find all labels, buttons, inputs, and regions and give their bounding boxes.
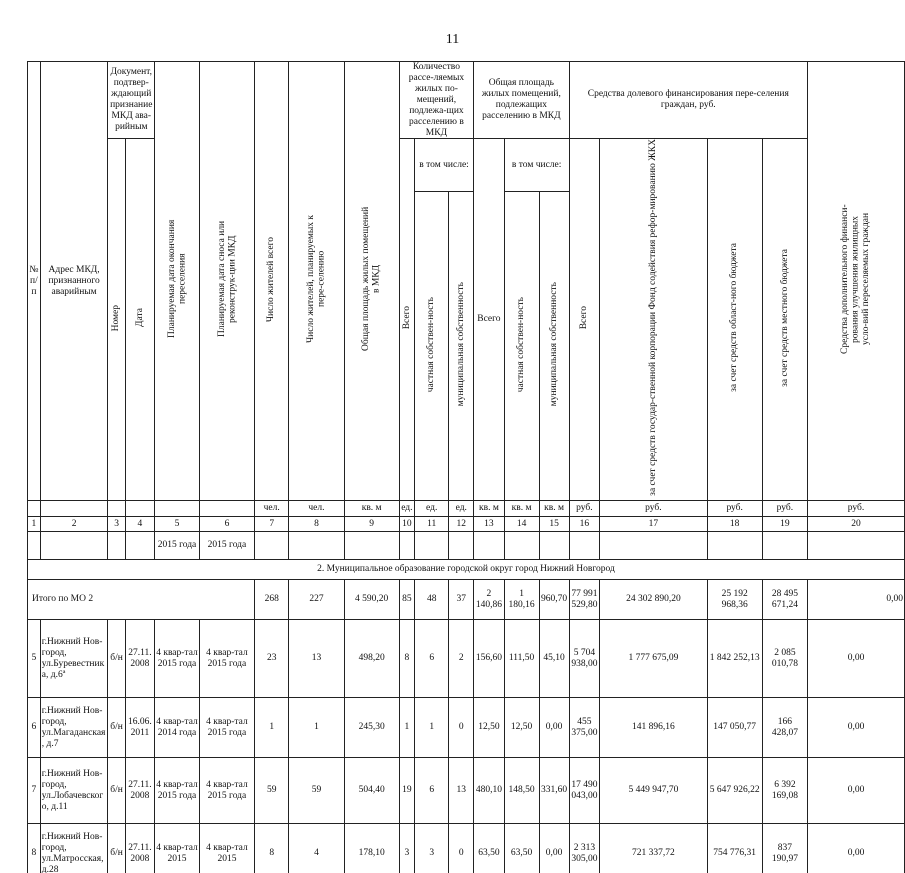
row-doc-date: 27.11. 2008 [125, 620, 154, 698]
total-value-cell: 1 180,16 [504, 580, 539, 620]
header-area-including: в том числе: [504, 139, 569, 192]
column-number-cell: 9 [344, 517, 399, 532]
row-value-cell: 721 337,72 [600, 824, 707, 873]
header-planned-end: Планируемая дата окончания переселения [166, 219, 187, 339]
row-value-cell: 59 [255, 758, 289, 824]
row-value-cell: 166 428,07 [762, 698, 807, 758]
row-value-cell: 0,00 [539, 824, 569, 873]
row-value-cell: 3 [414, 824, 448, 873]
column-number-cell: 7 [255, 517, 289, 532]
row-value-cell: 837 190,97 [762, 824, 807, 873]
column-number-cell: 18 [707, 517, 762, 532]
row-value-cell: 504,40 [344, 758, 399, 824]
table-row [28, 824, 905, 873]
column-number-cell: 1 [28, 517, 41, 532]
header-doc-date: Дата [134, 308, 145, 328]
row-address: г.Нижний Нов-город, ул.Матросская, д.28 [40, 824, 108, 873]
row-value-cell: 59 [289, 758, 344, 824]
row-value-cell: 2 085 010,78 [762, 620, 807, 698]
row-value-cell: 8 [255, 824, 289, 873]
row-value-cell: 12,50 [504, 698, 539, 758]
column-number-cell: 11 [414, 517, 448, 532]
row-doc-number: б/н [108, 698, 125, 758]
row-doc-date: 16.06. 2011 [125, 698, 154, 758]
header-planned-demolition: Планируемая дата сноса или реконструк-ции МКД [216, 221, 237, 338]
unit-cell: ед. [449, 501, 474, 517]
row-value-cell: 0,00 [808, 620, 905, 698]
header-num: № п/п [28, 62, 41, 501]
row-value-cell: 498,20 [344, 620, 399, 698]
row-value-cell: 111,50 [504, 620, 539, 698]
total-row [28, 580, 905, 620]
total-value-cell: 2 140,86 [474, 580, 505, 620]
row-value-cell: 0,00 [808, 824, 905, 873]
column-number-cell: 13 [474, 517, 505, 532]
unit-cell: руб. [600, 501, 707, 517]
section-title: 2. Муниципальное образование городской округ город Нижний Новгород [28, 560, 905, 580]
row-value-cell: 147 050,77 [707, 698, 762, 758]
row-value-cell: 1 [399, 698, 414, 758]
total-value-cell: 227 [289, 580, 344, 620]
total-value-cell: 25 192 968,36 [707, 580, 762, 620]
header-residents-planned: Число жителей, планируемых к пере-селению [306, 215, 327, 344]
row-address: г.Нижний Нов-город, ул.Лобачевског о, д.11 [40, 758, 108, 824]
row-value-cell: 245,30 [344, 698, 399, 758]
carry-over-row [28, 532, 905, 560]
row-value-cell: 1 842 252,13 [707, 620, 762, 698]
header-area-municipal: муниципальная собственность [548, 282, 559, 407]
row-doc-number: б/н [108, 824, 125, 873]
row-planned-demolition: 4 квар-тал 2015 [199, 824, 254, 873]
row-value-cell: 63,50 [504, 824, 539, 873]
units-row [28, 501, 905, 517]
unit-cell: руб. [707, 501, 762, 517]
row-value-cell: 1 [289, 698, 344, 758]
row-planned-demolition: 4 квар-тал 2015 года [199, 698, 254, 758]
row-planned-demolition: 4 квар-тал 2015 года [199, 620, 254, 698]
row-value-cell: 0,00 [539, 698, 569, 758]
row-planned-end: 4 квар-тал 2014 года [155, 698, 200, 758]
unit-cell: ед. [414, 501, 448, 517]
row-planned-demolition: 4 квар-тал 2015 года [199, 758, 254, 824]
carry-planned-end: 2015 года [155, 532, 200, 560]
row-value-cell: 0 [449, 698, 474, 758]
row-number: 6 [28, 698, 41, 758]
total-value-cell: 268 [255, 580, 289, 620]
row-value-cell: 1 777 675,09 [600, 620, 707, 698]
table-row [28, 758, 905, 824]
row-doc-number: б/н [108, 758, 125, 824]
total-value-cell: 37 [449, 580, 474, 620]
header-residents-total: Число жителей всего [266, 236, 277, 322]
column-number-cell: 12 [449, 517, 474, 532]
total-value-cell: 960,70 [539, 580, 569, 620]
unit-cell: кв. м [344, 501, 399, 517]
column-number-cell: 15 [539, 517, 569, 532]
column-numbers-row [28, 517, 905, 532]
row-value-cell: 6 392 169,08 [762, 758, 807, 824]
row-value-cell: 1 [414, 698, 448, 758]
header-fund-regional: за счет средств област-ного бюджета [729, 243, 740, 393]
header-count-including: в том числе: [414, 139, 473, 192]
row-value-cell: 23 [255, 620, 289, 698]
header-count-private: частная собствен-ность [426, 296, 437, 392]
row-value-cell: 0,00 [808, 758, 905, 824]
row-value-cell: 178,10 [344, 824, 399, 873]
page-number: 11 [445, 32, 460, 47]
row-value-cell: 12,50 [474, 698, 505, 758]
row-value-cell: 8 [399, 620, 414, 698]
header-funds-all: Всего [579, 306, 590, 330]
header-fund-local: за счет средств местного бюджета [779, 248, 790, 387]
column-number-cell: 2 [40, 517, 108, 532]
column-number-cell: 16 [569, 517, 600, 532]
row-value-cell: 4 [289, 824, 344, 873]
header-address: Адрес МКД, признанного аварийным [40, 62, 108, 501]
row-value-cell: 455 375,00 [569, 698, 600, 758]
row-value-cell: 754 776,31 [707, 824, 762, 873]
total-value-cell: 0,00 [808, 580, 905, 620]
row-value-cell: 0,00 [808, 698, 905, 758]
carry-planned-demolition: 2015 года [199, 532, 254, 560]
row-value-cell: 5 647 926,22 [707, 758, 762, 824]
column-number-cell: 14 [504, 517, 539, 532]
row-value-cell: 156,60 [474, 620, 505, 698]
header-document: Документ, подтвер-ждающий признание МКД ава-рийным [108, 62, 155, 139]
row-value-cell: 5 704 938,00 [569, 620, 600, 698]
header-area-all: Всего [474, 139, 505, 501]
resettlement-table [27, 61, 905, 873]
row-value-cell: 480,10 [474, 758, 505, 824]
row-number: 5 [28, 620, 41, 698]
column-number-cell: 20 [808, 517, 905, 532]
total-value-cell: 4 590,20 [344, 580, 399, 620]
column-number-cell: 5 [155, 517, 200, 532]
row-value-cell: 19 [399, 758, 414, 824]
row-value-cell: 13 [289, 620, 344, 698]
total-value-cell: 77 991 529,80 [569, 580, 600, 620]
row-value-cell: 1 [255, 698, 289, 758]
header-fund-state: за счет средств государ-ственной корпорации Фонд содействия рефор-мированию ЖКХ [648, 139, 659, 497]
row-value-cell: 3 [399, 824, 414, 873]
unit-cell: руб. [808, 501, 905, 517]
column-number-cell: 6 [199, 517, 254, 532]
total-value-cell: 28 495 671,24 [762, 580, 807, 620]
row-address: г.Нижний Нов-город, ул.Магаданская , д.7 [40, 698, 108, 758]
row-value-cell: 45,10 [539, 620, 569, 698]
row-number: 7 [28, 758, 41, 824]
header-count-group: Количество рассе-ляемых жилых по-мещений, подлежа-щих расселению в МКД [399, 62, 473, 139]
row-value-cell: 2 [449, 620, 474, 698]
unit-cell: руб. [762, 501, 807, 517]
unit-cell: кв. м [474, 501, 505, 517]
column-number-cell: 3 [108, 517, 125, 532]
header-count-all: Всего [401, 306, 412, 330]
row-value-cell: 13 [449, 758, 474, 824]
column-number-cell: 19 [762, 517, 807, 532]
header-area-private: частная собствен-ность [516, 296, 527, 392]
unit-cell: чел. [255, 501, 289, 517]
row-value-cell: 141 896,16 [600, 698, 707, 758]
unit-cell: руб. [569, 501, 600, 517]
row-value-cell: 17 490 043,00 [569, 758, 600, 824]
column-number-cell: 8 [289, 517, 344, 532]
row-value-cell: 5 449 947,70 [600, 758, 707, 824]
header-doc-number: Номер [111, 304, 122, 332]
unit-cell: ед. [399, 501, 414, 517]
column-number-cell: 17 [600, 517, 707, 532]
header-area-total: Общая площадь жилых помещений в МКД [361, 207, 382, 352]
row-planned-end: 4 квар-тал 2015 [155, 824, 200, 873]
total-value-cell: 24 302 890,20 [600, 580, 707, 620]
unit-cell: чел. [289, 501, 344, 517]
header-extra-funds: Средства дополнительного финанси-рования улучшения жилищных усло-вий переселяемых граждан [840, 204, 872, 354]
row-value-cell: 63,50 [474, 824, 505, 873]
column-number-cell: 4 [125, 517, 154, 532]
row-planned-end: 4 квар-тал 2015 года [155, 758, 200, 824]
unit-cell: кв. м [504, 501, 539, 517]
header-funds-group: Средства долевого финансирования пере-селения граждан, руб. [569, 62, 807, 139]
row-value-cell: 6 [414, 758, 448, 824]
total-value-cell: 48 [414, 580, 448, 620]
table-row [28, 698, 905, 758]
row-number: 8 [28, 824, 41, 873]
unit-cell: кв. м [539, 501, 569, 517]
row-value-cell: 6 [414, 620, 448, 698]
row-planned-end: 4 квар-тал 2015 года [155, 620, 200, 698]
row-value-cell: 331,60 [539, 758, 569, 824]
row-address: г.Нижний Нов-город, ул.Буревестник а, д.6ª [40, 620, 108, 698]
header-area-group: Общая площадь жилых помещений, подлежащих расселению в МКД [474, 62, 569, 139]
row-doc-number: б/н [108, 620, 125, 698]
header-count-municipal: муниципальная собственность [456, 282, 467, 407]
table-row [28, 620, 905, 698]
row-value-cell: 148,50 [504, 758, 539, 824]
row-doc-date: 27.11. 2008 [125, 824, 154, 873]
column-number-cell: 10 [399, 517, 414, 532]
total-value-cell: 85 [399, 580, 414, 620]
row-value-cell: 2 313 305,00 [569, 824, 600, 873]
row-doc-date: 27.11. 2008 [125, 758, 154, 824]
total-label: Итого по МО 2 [28, 580, 255, 620]
row-value-cell: 0 [449, 824, 474, 873]
